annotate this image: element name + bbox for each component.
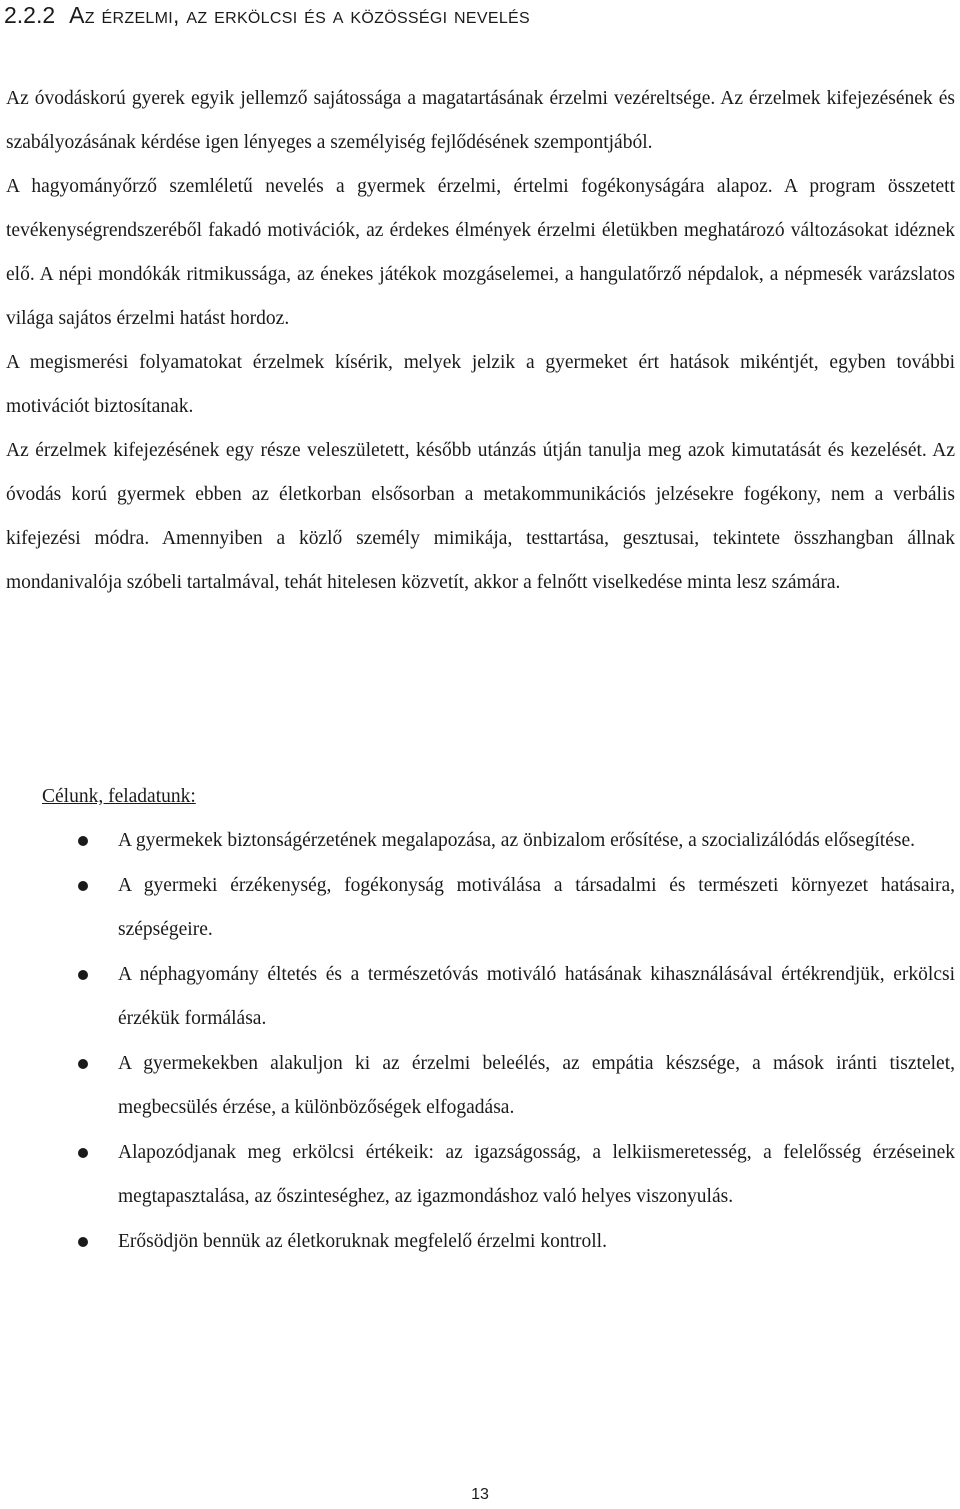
list-item [0,1131,960,1219]
list-item [0,864,960,952]
list-item-text: A néphagyomány éltetés és a természetóvás motiváló hatásának kihasználásával értékrendjük, erkölcsi érzékük formálása. [118,964,955,1029]
paragraph: Az óvodáskorú gyerek egyik jellemző sajátossága a magatartásának érzelmi vezéreltsége. Az érzelmek kifejezésének és szabályozásának kérdése igen lényeges a személyiség fejlődésének szempontjából. [6,88,955,153]
bullet-icon [78,836,88,846]
paragraph: A megismerési folyamatokat érzelmek kísérik, melyek jelzik a gyermeket ért hatások mikéntjét, egyben további motivációt biztosítanak. [6,352,955,417]
bullet-icon [78,1237,88,1247]
list-item [0,1220,960,1264]
paragraph: Az érzelmek kifejezésének egy része veleszületett, később utánzás útján tanulja meg azok kimutatását és kezelését. Az óvodás korú gyermek ebben az életkorban elsősorban a metakommunikációs jelzésekre fogékony, nem a verbális kifejezési módra. Amennyiben a közlő személy mimikája, testtartása, gesztusai, tekintete összhangban állnak mondanivalója szóbeli tartalmával, tehát hitelesen közvetít, akkor a felnőtt viselkedése minta lesz számára. [6,440,955,593]
bullet-icon [78,970,88,980]
page-number: 13 [471,1486,489,1503]
bullet-icon [78,1148,88,1158]
list-item [0,819,960,863]
bullet-icon [78,881,88,891]
list-item-text: Erősödjön bennük az életkoruknak megfelelő érzelmi kontroll. [118,1231,607,1252]
goals-heading: Célunk, feladatunk: [42,786,196,807]
section-title: Az érzelmi, az erkölcsi és a közösségi nevelés [69,2,530,28]
list-item-text: A gyermeki érzékenység, fogékonyság motiválása a társadalmi és természeti környezet hatásaira, szépségeire. [118,875,955,940]
bullet-icon [78,1059,88,1069]
section-number: 2.2.2 [4,2,56,28]
section-heading [4,0,530,30]
list-item [0,1042,960,1130]
paragraph: A hagyományőrző szemléletű nevelés a gyermek érzelmi, értelmi fogékonyságára alapoz. A program összetett tevékenységrendszeréből fakadó motivációk, az érdekes élmények érzelmi életükben meghatározó változásokat idéznek elő. A népi mondókák ritmikussága, az énekes játékok mozgáselemei, a hangulatőrző népdalok, a népmesék varázslatos világa sajátos érzelmi hatást hordoz. [6,176,955,329]
list-item [0,953,960,1041]
list-item-text: A gyermekek biztonságérzetének megalapozása, az önbizalom erősítése, a szocializálódás elősegítése. [118,830,915,851]
body-text [6,77,955,605]
list-item-text: A gyermekekben alakuljon ki az érzelmi beleélés, az empátia készsége, a mások iránti tisztelet, megbecsülés érzése, a különbözőségek elfogadása. [118,1053,955,1118]
list-item-text: Alapozódjanak meg erkölcsi értékeik: az igazságosság, a lelkiismeretesség, a felelősség érzéseinek megtapasztalása, az őszinteséghez, az igazmondáshoz való helyes viszonyulás. [118,1142,955,1207]
goals-list [0,819,960,1265]
